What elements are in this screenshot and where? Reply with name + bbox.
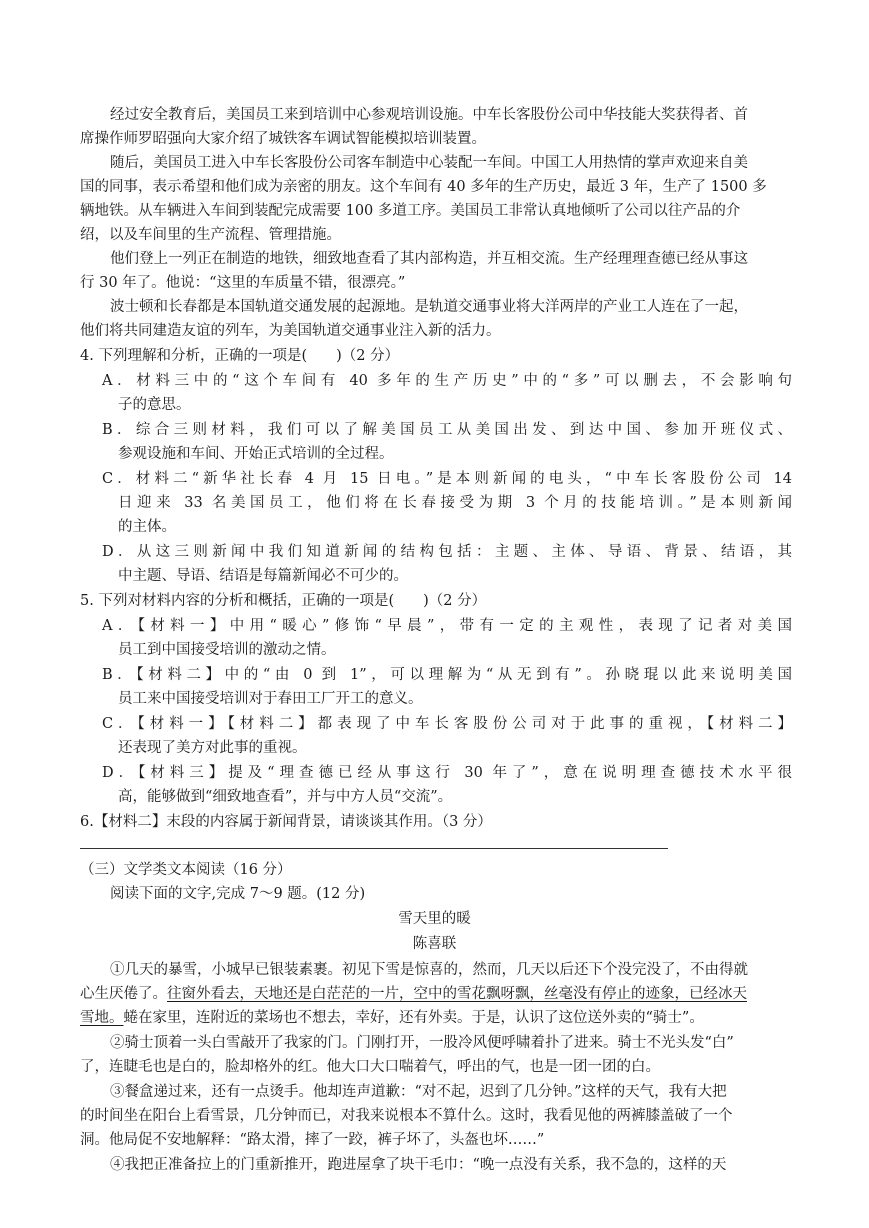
paragraph-line: 洞。他局促不安地解释：“路太滑，摔了一跤，裤子坏了，头盔也坏……”	[80, 1132, 545, 1148]
question-6: 6.【材料二】末段的内容属于新闻背景，请谈谈其作用。（3 分）	[80, 814, 492, 830]
text-span: 蜷在家里，连附近的菜场也不想去，幸好，还有外卖。于是，认识了这位送外卖的“骑士”。	[123, 1010, 704, 1026]
underlined-text: 雪地。	[80, 1010, 124, 1026]
option-4b-cont: 参观设施和车间、开始正式培训的全过程。	[118, 446, 394, 462]
paragraph-line	[80, 1006, 792, 1030]
option-5d: D．【材料三】提及“理查德已经从事这行 30 年了”，意在说明理查德技术水平很	[102, 765, 792, 781]
option-5a: A．【材料一】中用“暖心”修饰“早晨”，带有一定的主观性，表现了记者对美国	[102, 618, 792, 634]
paragraph-line: ④我把正准备拉上的门重新推开，跑进屋拿了块干毛巾：“晚一点没有关系，我不急的，这样的天	[110, 1157, 727, 1173]
section-heading: （三）文学类文本阅读（16 分）	[80, 862, 292, 878]
option-4a: A．材料三中的“这个车间有 40 多年的生产历史”中的“多”可以删去，不会影响句	[102, 373, 792, 389]
question-5: 5. 下列对材料内容的分析和概括，正确的一项是( )（2 分）	[80, 593, 487, 609]
text-line: 波士顿和长春都是本国轨道交通发展的起源地。是轨道交通事业将大洋两岸的产业工人连在了一起，	[110, 299, 748, 315]
option-5b-cont: 员工来中国接受培训对于春田工厂开工的意义。	[118, 691, 423, 707]
option-4c: C．材料二“新华社长春 4 月 15 日电。”是本则新闻的电头，“中车长客股份公司 14	[102, 471, 792, 487]
text-line: 他们登上一列正在制造的地铁，细致地查看了其内部构造，并互相交流。生产经理理查德已经从事这	[110, 251, 748, 267]
answer-line	[80, 848, 668, 849]
paragraph-line	[80, 982, 792, 1006]
paragraph-line: 了，连睫毛也是白的，脸却格外的红。他大口大口喘着气，呼出的气，也是一团一团的白。	[80, 1059, 660, 1075]
paragraph-line: ②骑士顶着一头白雪敲开了我家的门。门刚打开，一股冷风便呼啸着扑了进来。骑士不光头发“白”	[110, 1035, 734, 1051]
instruction: 阅读下面的文字,完成 7～9 题。(12 分)	[110, 886, 366, 902]
text-line: 席操作师罗昭强向大家介绍了城铁客车调试智能模拟培训装置。	[80, 131, 486, 147]
option-4a-cont: 子的意思。	[118, 397, 191, 413]
text-span: 心生厌倦了。	[80, 986, 167, 1002]
option-5c-cont: 还表现了美方对此事的重视。	[118, 740, 307, 756]
text-line: 行 30 年了。他说：“这里的车质量不错，很漂亮。”	[80, 275, 406, 291]
underlined-text: 往窗外看去，天地还是白茫茫的一片，空中的雪花飘呀飘，丝毫没有停止的迹象，已经冰天	[167, 986, 747, 1002]
article-author: 陈喜联	[412, 936, 457, 952]
option-4d-cont: 中主题、导语、结语是每篇新闻必不可少的。	[118, 568, 408, 584]
option-5a-cont: 员工到中国接受培训的激动之情。	[118, 642, 336, 658]
paragraph-line: ③餐盒递过来，还有一点烫手。他却连声道歉：“对不起，迟到了几分钟。”这样的天气，我有大把	[110, 1084, 727, 1100]
text-line: 随后，美国员工进入中车长客股份公司客车制造中心装配一车间。中国工人用热情的掌声欢迎来自美	[110, 155, 748, 171]
question-4: 4. 下列理解和分析，正确的一项是( )（2 分）	[80, 348, 400, 364]
option-5b: B．【材料二】中的“由 0 到 1”，可以理解为“从无到有”。孙晓琨以此来说明美国	[102, 667, 792, 683]
option-4b: B．综合三则材料，我们可以了解美国员工从美国出发、到达中国、参加开班仪式、	[102, 422, 792, 438]
text-line: 国的同事，表示希望和他们成为亲密的朋友。这个车间有 40 多年的生产历史，最近 3 年，生产了 1500 多	[80, 179, 767, 195]
option-4d: D．从这三则新闻中我们知道新闻的结构包括：主题、主体、导语、背景、结语，其	[102, 544, 792, 560]
option-5d-cont: 高，能够做到“细致地查看”，并与中方人员“交流”。	[118, 789, 453, 805]
text-line: 经过安全教育后，美国员工来到培训中心参观培训设施。中车长客股份公司中华技能大奖获得者、首	[110, 107, 748, 123]
paragraph-line: 的时间坐在阳台上看雪景，几分钟而已，对我来说根本不算什么。这时，我看见他的两裤膝盖破了一个	[80, 1108, 733, 1124]
option-4c-cont: 日迎来 33 名美国员工，他们将在长春接受为期 3 个月的技能培训。”是本则新闻	[118, 495, 792, 511]
option-4c-cont: 的主体。	[118, 519, 176, 535]
text-line: 辆地铁。从车辆进入车间到装配完成需要 100 多道工序。美国员工非常认真地倾听了公司以往产品的介	[80, 203, 741, 219]
text-line: 绍，以及车间里的生产流程、管理措施。	[80, 227, 341, 243]
article-title: 雪天里的暖	[398, 911, 471, 927]
text-line: 他们将共同建造友谊的列车，为美国轨道交通事业注入新的活力。	[80, 323, 501, 339]
paragraph-line: ①几天的暴雪，小城早已银装素裹。初见下雪是惊喜的，然而，几天以后还下个没完没了，不由得就	[110, 962, 748, 978]
option-5c: C．【材料一】【材料二】都表现了中车长客股份公司对于此事的重视，【材料二】	[102, 716, 792, 732]
